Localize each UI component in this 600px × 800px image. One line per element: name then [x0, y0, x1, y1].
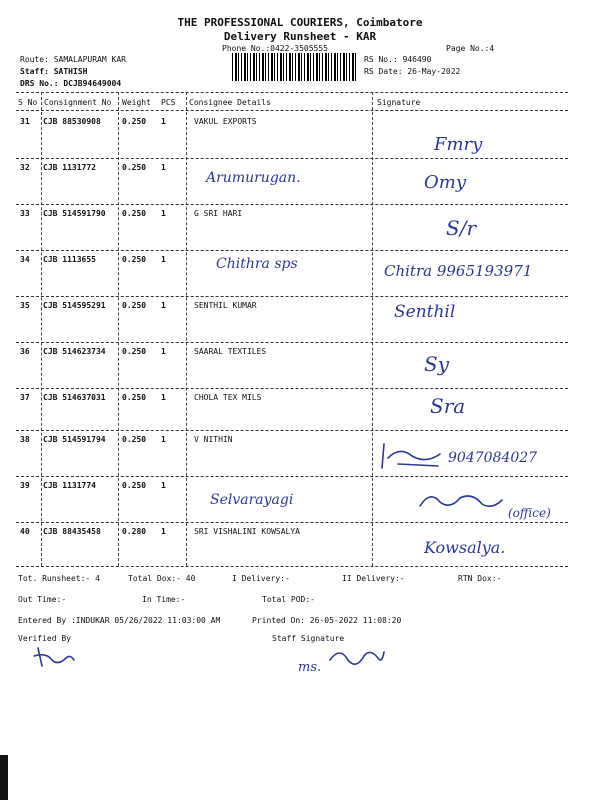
row-sno: 39 — [20, 481, 30, 490]
row-weight: 0.250 — [122, 163, 147, 172]
row-pcs: 1 — [161, 435, 166, 444]
row-weight: 0.250 — [122, 255, 147, 264]
row-pcs: 1 — [161, 163, 166, 172]
phone-number: Phone No.:0422-3505555 — [222, 44, 328, 53]
row-sno: 33 — [20, 209, 30, 218]
row-weight: 0.250 — [122, 435, 147, 444]
row-consignment: CJB 514591790 — [43, 209, 106, 218]
runsheet-title: Delivery Runsheet - KAR — [223, 30, 377, 43]
row-pcs: 1 — [161, 255, 166, 264]
table-row — [16, 204, 568, 250]
col-weight: Weight — [122, 98, 151, 107]
i-delivery: I Delivery:- — [232, 574, 290, 583]
row-consignee-handwritten: Selvarayagi — [210, 492, 294, 508]
row-weight: 0.280 — [122, 527, 147, 536]
ii-delivery: II Delivery:- — [342, 574, 405, 583]
table-row — [16, 158, 568, 204]
row-consignment: CJB 514591794 — [43, 435, 106, 444]
row-consignment: CJB 1113655 — [43, 255, 96, 264]
row-consignee: VAKUL EXPORTS — [194, 117, 257, 126]
company-title: THE PROFESSIONAL COURIERS, Coimbatore — [177, 16, 423, 29]
row-consignment: CJB 514637031 — [43, 393, 106, 402]
row-sno: 36 — [20, 347, 30, 356]
table-row — [16, 112, 568, 158]
table-row — [16, 296, 568, 342]
row-pcs: 1 — [161, 481, 166, 490]
row-consignment: CJB 88435458 — [43, 527, 101, 536]
printed-on: Printed On: 26-05-2022 11:08:20 — [252, 616, 402, 625]
table-row — [16, 476, 568, 522]
row-weight: 0.250 — [122, 393, 147, 402]
row-sno: 38 — [20, 435, 30, 444]
row-consignee: SENTHIL KUMAR — [194, 301, 257, 310]
row-consignment: CJB 514595291 — [43, 301, 106, 310]
verified-signature-icon — [32, 644, 76, 670]
row-signature: (office) — [508, 506, 551, 520]
entered-by: Entered By :INDUKAR 05/26/2022 11:03:00 AM — [18, 616, 221, 625]
total-dox: Total Dox:- 40 — [128, 574, 196, 583]
row-pcs: 1 — [161, 209, 166, 218]
row-sno: 37 — [20, 393, 30, 402]
row-pcs: 1 — [161, 393, 166, 402]
table-row — [16, 250, 568, 296]
row-signature: Sra — [430, 394, 466, 418]
col-sno: S No — [18, 98, 38, 107]
col-pcs: PCS — [161, 98, 176, 107]
in-time: In Time:- — [142, 595, 186, 604]
row-weight: 0.250 — [122, 301, 147, 310]
row-pcs: 1 — [161, 527, 166, 536]
page-number: Page No.:4 — [446, 44, 495, 53]
row-signature: Sy — [424, 352, 449, 376]
row-sno: 35 — [20, 301, 30, 310]
row-consignee: SAARAL TEXTILES — [194, 347, 267, 356]
row-sno: 34 — [20, 255, 30, 264]
barcode-icon — [232, 53, 356, 81]
row-sno: 31 — [20, 117, 30, 126]
row-consignee: CHOLA TEX MILS — [194, 393, 262, 402]
row-signature: Kowsalya. — [424, 538, 506, 557]
row-consignee-handwritten: Arumurugan. — [206, 170, 301, 186]
rtn-dox: RTN Dox:- — [458, 574, 502, 583]
total-pod: Total POD:- — [262, 595, 315, 604]
staff: Staff: SATHISH — [20, 67, 88, 76]
table-row — [16, 522, 568, 568]
row-signature: Chitra 9965193971 — [384, 262, 533, 280]
staff-signature-label: Staff Signature — [272, 634, 345, 643]
verified-by: Verified By — [18, 634, 71, 643]
staff-signature-icon — [326, 642, 386, 672]
rs-date: RS Date: 26-May-2022 — [364, 67, 461, 76]
rs-number: RS No.: 946490 — [364, 55, 432, 64]
route: Route: SAMALAPURAM KAR — [20, 55, 126, 64]
row-signature: S/r — [446, 216, 476, 240]
col-consignment: Consignment No — [44, 98, 112, 107]
row-sno: 40 — [20, 527, 30, 536]
drs-number: DRS No.: DCJB94649004 — [20, 79, 122, 88]
row-weight: 0.250 — [122, 347, 147, 356]
row-pcs: 1 — [161, 301, 166, 310]
staff-signature-text: ms. — [298, 660, 322, 675]
page-edge-mark — [0, 755, 8, 800]
row-pcs: 1 — [161, 347, 166, 356]
row-consignment: CJB 1131774 — [43, 481, 96, 490]
row-consignment: CJB 514623734 — [43, 347, 106, 356]
row-consignee-handwritten: Chithra sps — [216, 256, 298, 272]
table-row — [16, 430, 568, 476]
row-consignee: SRI VISHALINI KOWSALYA — [194, 527, 300, 536]
row-weight: 0.250 — [122, 209, 147, 218]
row-weight: 0.250 — [122, 481, 147, 490]
row-pcs: 1 — [161, 117, 166, 126]
row-consignee: G SRI HARI — [194, 209, 243, 218]
row-consignee: V NITHIN — [194, 435, 233, 444]
row-signature: Omy — [424, 172, 466, 193]
row-consignment: CJB 88530908 — [43, 117, 101, 126]
row-signature: Fmry — [434, 134, 483, 155]
out-time: Out Time:- — [18, 595, 67, 604]
row-sno: 32 — [20, 163, 30, 172]
row-signature: Senthil — [394, 302, 456, 322]
col-signature: Signature — [377, 98, 421, 107]
signature-scribble-icon — [416, 488, 506, 514]
tot-runsheet: Tot. Runsheet:- 4 — [18, 574, 100, 583]
signature-scribble-icon — [378, 438, 448, 472]
table-row — [16, 388, 568, 434]
row-weight: 0.250 — [122, 117, 147, 126]
col-consignee: Consignee Details — [189, 98, 271, 107]
table-row — [16, 342, 568, 388]
row-consignment: CJB 1131772 — [43, 163, 96, 172]
row-signature: 9047084027 — [448, 450, 538, 466]
